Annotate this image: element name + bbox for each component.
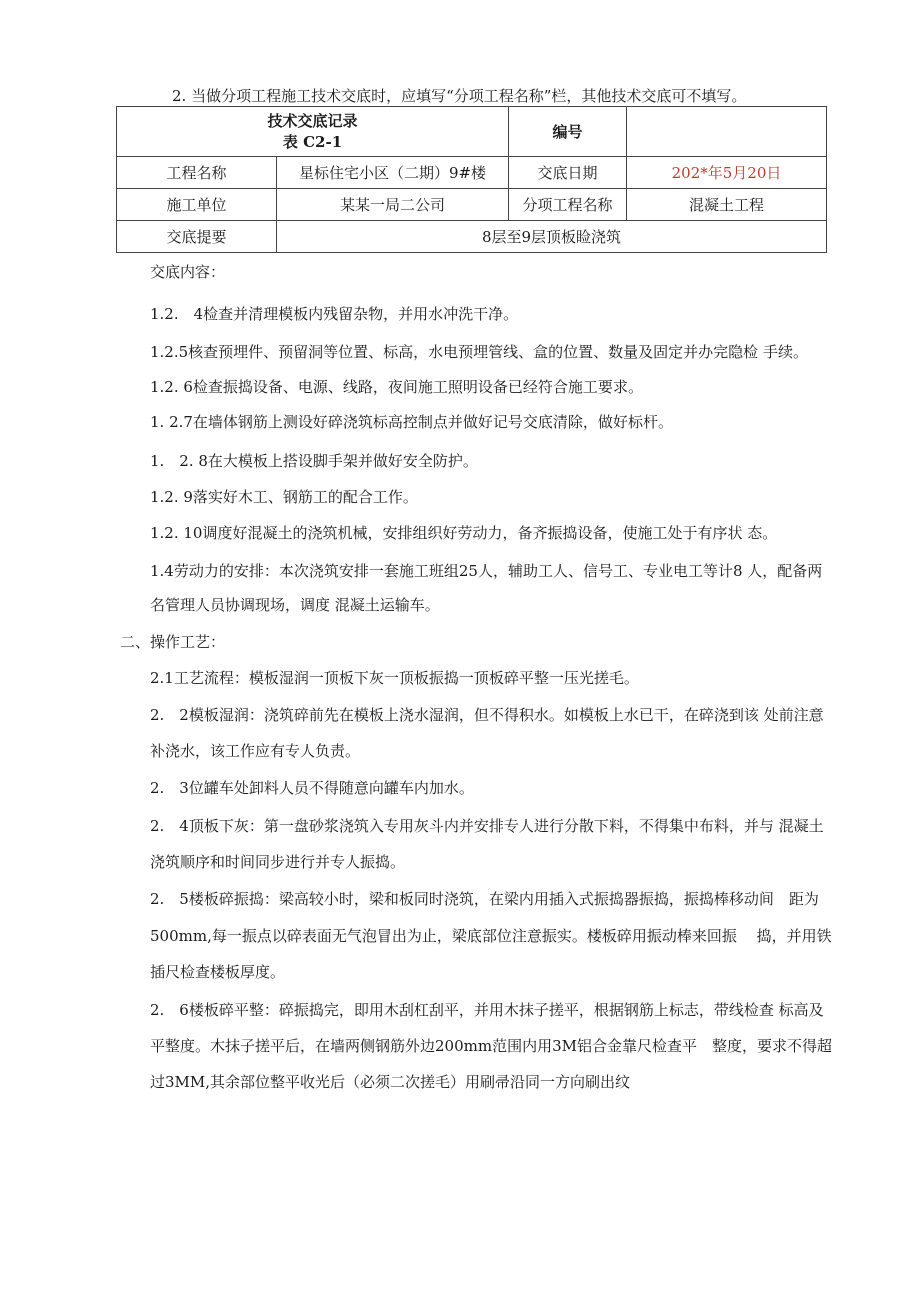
number-label: 编号 xyxy=(509,107,627,157)
form-note: 2. 当做分项工程施工技术交底时，应填写“分项工程名称”栏，其他技术交底可不填写。 xyxy=(172,87,747,105)
project-label: 工程名称 xyxy=(117,157,277,189)
project-value: 星标住宅小区（二期）9#楼 xyxy=(277,157,509,189)
section2-heading: 二、操作工艺： xyxy=(120,633,226,651)
content-line: 1.2. 6检查振捣设备、电源、线路，夜间施工照明设备已经符合施工要求。 xyxy=(150,378,643,396)
section2-line: 2. 6楼板碎平整：碎振捣完，即用木刮杠刮平，并用木抹子搓平，根据钢筋上标志，带线检查 标高及 xyxy=(150,1001,824,1019)
subproject-label: 分项工程名称 xyxy=(509,189,627,221)
section2-line: 浇筑顺序和时间同步进行并专人振捣。 xyxy=(150,853,406,871)
disclosure-record-table xyxy=(116,106,827,253)
section2-line: 2. 2模板湿润：浇筑碎前先在模板上浇水湿润，但不得积水。如模板上水已干，在碎浇到该 处前注意 xyxy=(150,706,824,724)
content-line: 1.2.5核查预埋件、预留洞等位置、标高，水电预埋管线、盒的位置、数量及固定并办完隐检 手续。 xyxy=(150,343,808,361)
content-line: 1.4劳动力的安排：本次浇筑安排一套施工班组25人，辅助工人、信号工、专业电工等计8 人，配备两 xyxy=(150,562,823,580)
section2-line: 过3MM,其余部位整平收光后（必须二次搓毛）用刷帚沿同一方向刷出纹 xyxy=(150,1073,631,1091)
section2-line: 插尺检查楼板厚度。 xyxy=(150,963,286,981)
content-line: 1.2. 4检查并清理模板内残留杂物，并用水冲洗干净。 xyxy=(150,305,519,323)
section2-line: 2. 5楼板碎振捣：梁高较小时，梁和板同时浇筑，在梁内用插入式振捣器振捣，振捣棒移动间 距为 xyxy=(150,890,819,908)
content-line: 1. 2.7在墙体钢筋上测设好碎浇筑标高控制点并做好记号交底清除，做好标杆。 xyxy=(150,413,673,431)
section2-line: 平整度。木抹子搓平后，在墙两侧钢筋外边200mm范围内用3M铝合金靠尺检查平 整度，要求不得超 xyxy=(150,1037,832,1055)
table-title-main: 技术交底记录 xyxy=(267,111,358,130)
content-line: 1.2. 9落实好木工、钢筋工的配合工作。 xyxy=(150,488,418,506)
summary-value: 8层至9层顶板睑浇筑 xyxy=(277,221,827,253)
table-title-code: 表 C2-1 xyxy=(282,132,343,151)
content-heading: 交底内容： xyxy=(150,263,226,281)
unit-value: 某某一局二公司 xyxy=(277,189,509,221)
section2-line: 补浇水，该工作应有专人负责。 xyxy=(150,742,361,760)
section2-line: 2. 4顶板下灰：第一盘砂浆浇筑入专用灰斗内并安排专人进行分散下料，不得集中布料，并与 混凝土 xyxy=(150,817,824,835)
date-label: 交底日期 xyxy=(509,157,627,189)
section2-line: 2. 3位罐车处卸料人员不得随意向罐车内加水。 xyxy=(150,779,474,797)
section2-line: 500mm,每一振点以碎表面无气泡冒出为止，梁底部位注意振实。楼板碎用振动棒来回振 捣，并用铁 xyxy=(150,927,832,945)
table-title xyxy=(117,107,509,157)
date-value: 202*年5月20日 xyxy=(627,157,827,189)
section2-line: 2.1工艺流程：模板湿润一顶板下灰一顶板振捣一顶板碎平整一压光搓毛。 xyxy=(150,669,639,687)
number-value xyxy=(627,107,827,157)
summary-label: 交底提要 xyxy=(117,221,277,253)
content-line: 1.2. 10调度好混凝土的浇筑机械，安排组织好劳动力，备齐振捣设备，使施工处于有序状 态。 xyxy=(150,524,778,542)
subproject-value: 混凝土工程 xyxy=(627,189,827,221)
content-line: 名管理人员协调现场，调度 混凝土运输车。 xyxy=(150,596,440,614)
content-line: 1. 2. 8在大模板上搭设脚手架并做好安全防护。 xyxy=(150,452,478,470)
unit-label: 施工单位 xyxy=(117,189,277,221)
